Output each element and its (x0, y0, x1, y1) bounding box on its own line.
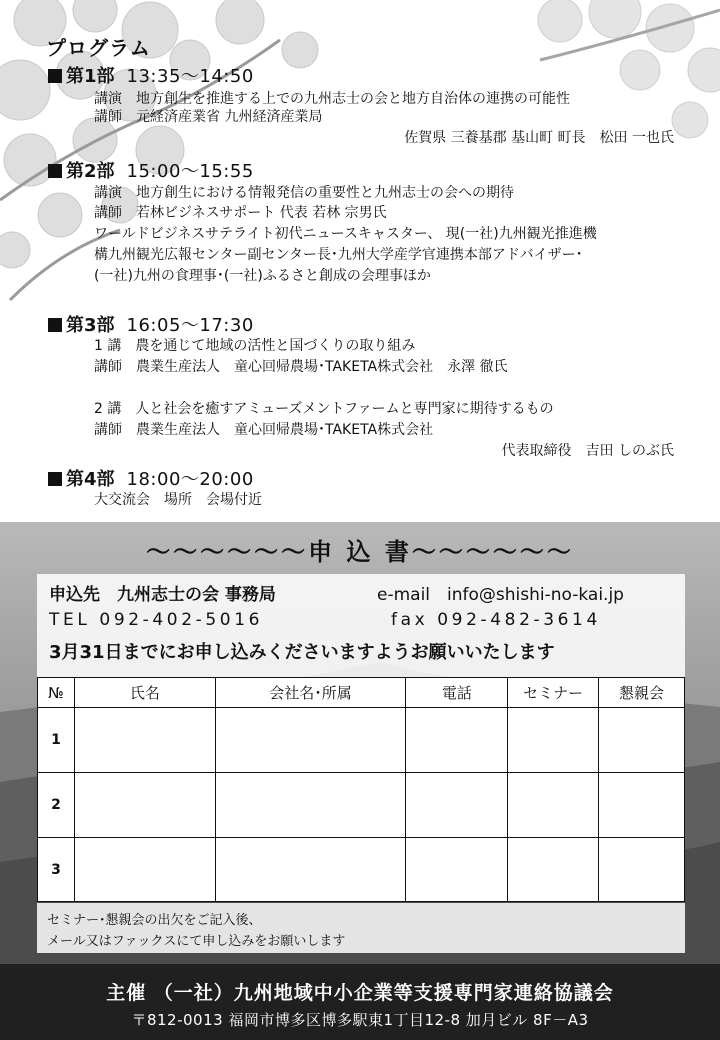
fax-number: fax 092-482-3614 (391, 610, 601, 630)
part-4-line: 大交流会 場所 会場付近 (94, 492, 262, 508)
table-row (38, 708, 685, 773)
part-3-line: 講師 農業生産法人 童心回帰農場･TAKETA株式会社 永澤 徹氏 (94, 359, 508, 375)
organizer-address: 〒812-0013 福岡市博多区博多駅東1丁目12-8 加月ビル 8F－A3 (131, 1011, 589, 1029)
table-row (38, 773, 685, 838)
row-number: 2 (38, 773, 75, 838)
part-1-line: 講演 地方創生を推進する上での九州志士の会と地方自治体の連携の可能性 (94, 91, 570, 107)
deadline-notice: 3月31日までにお申し込みくださいますようお願いいたします (49, 642, 555, 663)
part-2-line: 構九州観光広報センター副センター長･九州大学産学官連携本部アドバイザー･ (94, 247, 583, 263)
black-square-icon (48, 164, 62, 178)
header-seminar: セミナー (508, 678, 599, 708)
row-number: 3 (38, 838, 75, 902)
header-name: 氏名 (74, 678, 215, 708)
tel-number: TEL 092-402-5016 (49, 610, 264, 630)
seminar-field[interactable] (508, 708, 599, 773)
part-label: 第2部 (66, 161, 115, 182)
part-3-line: 2 講 人と社会を癒すアミューズメントファームと専門家に期待するもの (94, 401, 554, 417)
part-label: 第1部 (66, 66, 115, 87)
phone-line (49, 610, 601, 630)
name-field[interactable] (74, 708, 215, 773)
recipient-line (49, 580, 624, 605)
company-field[interactable] (215, 708, 406, 773)
application-form-table (37, 677, 685, 902)
part-3-heading (48, 311, 254, 337)
header-no: № (38, 678, 75, 708)
black-square-icon (48, 69, 62, 83)
row-number: 1 (38, 708, 75, 773)
name-field[interactable] (74, 773, 215, 838)
party-field[interactable] (599, 838, 685, 902)
seminar-field[interactable] (508, 838, 599, 902)
part-2-line: 講演 地方創生における情報発信の重要性と九州志士の会への期待 (94, 185, 514, 201)
program-title: プログラム (46, 36, 151, 60)
part-time: 16:05～17:30 (126, 315, 254, 336)
name-field[interactable] (74, 838, 215, 902)
header-party: 懇親会 (599, 678, 685, 708)
part-label: 第4部 (66, 469, 115, 490)
cherry-blossom-icon (520, 0, 720, 150)
instruction-box (37, 903, 685, 953)
seminar-field[interactable] (508, 773, 599, 838)
part-time: 15:00～15:55 (126, 161, 254, 182)
part-3-line: 1 講 農を通じて地域の活性と国づくりの取り組み (94, 338, 416, 354)
part-1-speaker: 佐賀県 三養基郡 基山町 町長 松田 一也氏 (404, 130, 674, 146)
part-4-heading (48, 465, 254, 491)
company-field[interactable] (215, 773, 406, 838)
part-1-line: 講師 元経済産業省 九州経済産業局 (94, 109, 323, 125)
organizer-name: 主催 （一社）九州地域中小企業等支援専門家連絡協議会 (106, 982, 614, 1004)
part-2-line: 講師 若林ビジネスサポート 代表 若林 宗男氏 (94, 205, 387, 221)
part-3-speaker: 代表取締役 吉田 しのぶ氏 (501, 443, 674, 459)
part-time: 13:35～14:50 (126, 66, 254, 87)
header-company: 会社名･所属 (215, 678, 406, 708)
header-phone: 電話 (406, 678, 508, 708)
instruction-line: メール又はファックスにて申し込みをお願いします (47, 934, 346, 949)
application-title: ～～～～～～申 込 書～～～～～～ (146, 538, 574, 566)
instruction-line: セミナー･懇親会の出欠をご記入後、 (47, 913, 262, 928)
company-field[interactable] (215, 838, 406, 902)
part-2-line: ワールドビジネスサテライト初代ニュースキャスター、 現(一社)九州観光推進機 (94, 226, 597, 242)
application-section (0, 522, 720, 964)
phone-field[interactable] (406, 838, 508, 902)
part-1-heading (48, 62, 254, 88)
black-square-icon (48, 318, 62, 332)
table-header-row (38, 678, 685, 708)
part-time: 18:00～20:00 (126, 469, 254, 490)
part-2-heading (48, 157, 254, 183)
black-square-icon (48, 472, 62, 486)
contact-info-box (37, 574, 685, 684)
organizer-footer (0, 964, 720, 1040)
part-label: 第3部 (66, 315, 115, 336)
phone-field[interactable] (406, 773, 508, 838)
party-field[interactable] (599, 773, 685, 838)
part-3-line: 講師 農業生産法人 童心回帰農場･TAKETA株式会社 (94, 422, 434, 438)
recipient: 申込先 九州志士の会 事務局 (49, 585, 276, 605)
phone-field[interactable] (406, 708, 508, 773)
email-link[interactable]: e-mail info@shishi-no-kai.jp (377, 585, 624, 605)
party-field[interactable] (599, 708, 685, 773)
table-row (38, 838, 685, 902)
part-2-line: (一社)九州の食理事･(一社)ふるさと創成の会理事ほか (94, 268, 431, 284)
